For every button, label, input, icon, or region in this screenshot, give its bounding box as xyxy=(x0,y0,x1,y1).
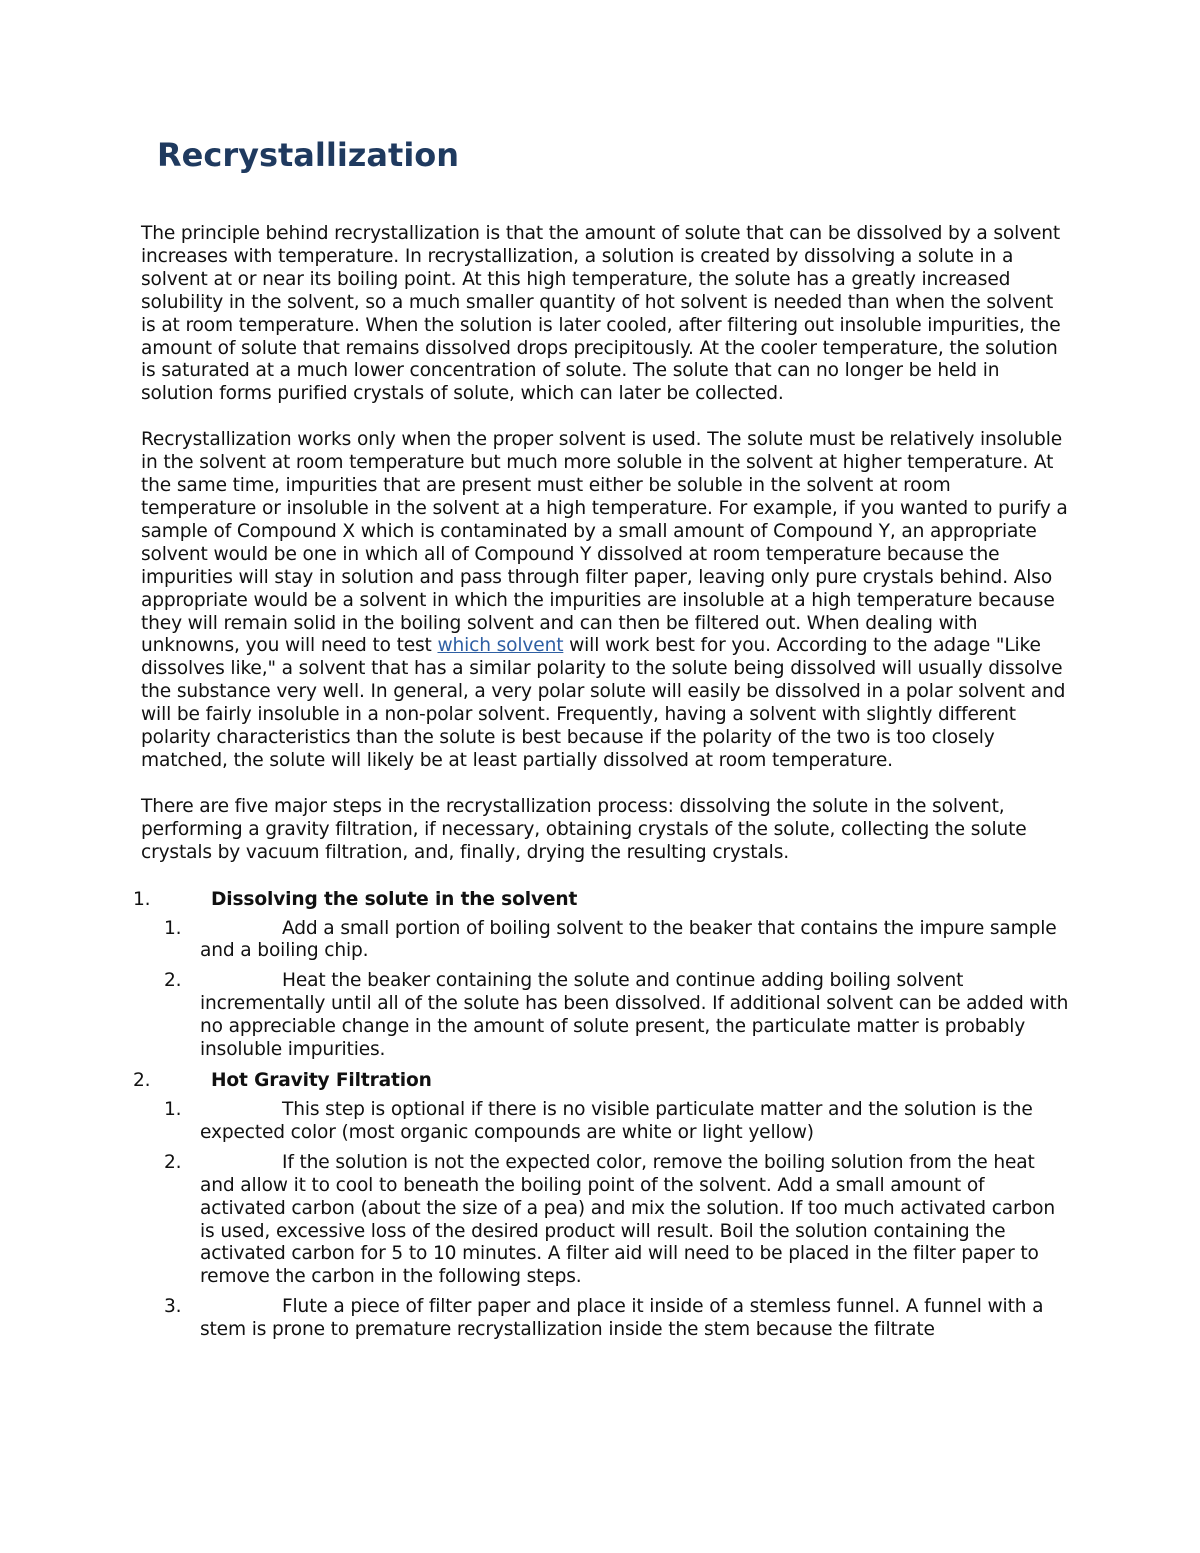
step-heading xyxy=(133,1069,1071,1093)
step-item xyxy=(133,1069,1071,1342)
step-heading xyxy=(133,888,1071,912)
substep-text: Add a small portion of boiling solvent to the beaker that contains the impure sample and a boiling chip. xyxy=(200,917,1057,962)
paragraph-text: will work best for you. According to the adage "Like dissolves like," a solvent that has a similar polarity to the solute being dissolved will usually dissolve the substance very well. In general, a very polar solute will easily be dissolved in a polar solvent and will be fairly insoluble in a non-polar solvent. Frequently, having a solvent with slightly different polarity characteristics than the solute is best because if the polarity of the two is too closely matched, the solute will likely be at least partially dissolved at room temperature. xyxy=(141,635,1066,771)
substep-text: Heat the beaker containing the solute and continue adding boiling solvent incrementally until all of the solute has been dissolved. If additional solvent can be added with no appreciable change in the amount of solute present, the particulate matter is probably insoluble impurities. xyxy=(200,970,1069,1061)
substep-number: 1. xyxy=(164,917,182,939)
substep-number: 3. xyxy=(164,1296,182,1318)
substep-item xyxy=(141,1296,1071,1342)
substeps-list xyxy=(141,918,1071,1062)
substep-text: Flute a piece of filter paper and place it inside of a stemless funnel. A funnel with a stem is prone to premature recrystallization inside the stem because the filtrate xyxy=(200,1296,1044,1341)
paragraph-solvent-choice xyxy=(141,429,1071,773)
substep-item xyxy=(141,918,1071,964)
paragraph-text: Recrystallization works only when the proper solvent is used. The solute must be relatively insoluble in the solvent at room temperature but much more soluble in the solvent at higher temperature. At the same time, impurities that are present must either be soluble in the solvent at room temperature or insoluble in the solvent at a high temperature. For example, if you wanted to purify a sample of Compound X which is contaminated by a small amount of Compound Y, an appropriate solvent would be one in which all of Compound Y dissolved at room temperature because the impurities will stay in solution and pass through filter paper, leaving only pure crystals behind. Also appropriate would be a solvent in which the impurities are insoluble at a high temperature because they will remain solid in the boiling solvent and can then be filtered out. When dealing with unknowns, you will need to test xyxy=(141,429,1068,657)
substeps-list xyxy=(141,1099,1071,1342)
step-item xyxy=(133,888,1071,1062)
step-number: 2. xyxy=(133,1070,151,1091)
substep-number: 2. xyxy=(164,970,182,992)
substep-text: This step is optional if there is no visible particulate matter and the solution is the expected color (most organic compounds are white or light yellow) xyxy=(200,1099,1033,1143)
step-heading-text: Hot Gravity Filtration xyxy=(211,1070,432,1091)
substep-item xyxy=(141,1152,1071,1289)
document-body xyxy=(133,223,1071,1349)
substep-number: 2. xyxy=(164,1151,182,1173)
page-title: Recrystallization xyxy=(157,136,460,174)
paragraph-principle: The principle behind recrystallization is that the amount of solute that can be dissolved by a solvent increases with temperature. In recrystallization, a solution is created by dissolving a solute in a solvent at or near its boiling point. At this high temperature, the solute has a greatly increased solubility in the solvent, so a much smaller quantity of hot solvent is needed than when the solvent is at room temperature. When the solution is later cooled, after filtering out insoluble impurities, the amount of solute that remains dissolved drops precipitously. At the cooler temperature, the solution is saturated at a much lower concentration of solute. The solute that can no longer be held in solution forms purified crystals of solute, which can later be collected. xyxy=(141,223,1061,405)
substep-text: If the solution is not the expected color, remove the boiling solution from the heat and allow it to cool to beneath the boiling point of the solvent. Add a small amount of activated carbon (about the size of a pea) and mix the solution. If too much activated carbon is used, excessive loss of the desired product will result. Boil the solution containing the activated carbon for 5 to 10 minutes. A filter aid will need to be placed in the filter paper to remove the carbon in the following steps. xyxy=(200,1151,1056,1288)
substep-item xyxy=(141,970,1071,1062)
substep-number: 1. xyxy=(164,1099,182,1120)
step-heading-text: Dissolving the solute in the solvent xyxy=(211,888,578,910)
which-solvent-link[interactable]: which solvent xyxy=(437,635,564,657)
substep-item xyxy=(141,1099,1071,1145)
step-number: 1. xyxy=(133,888,151,910)
steps-list xyxy=(133,888,1071,1343)
paragraph-steps-overview: There are five major steps in the recrystallization process: dissolving the solute in the solvent, performing a gravity filtration, if necessary, obtaining crystals of the solute, collecting the solute crystals by vacuum filtration, and, finally, drying the resulting crystals. xyxy=(141,795,1027,863)
